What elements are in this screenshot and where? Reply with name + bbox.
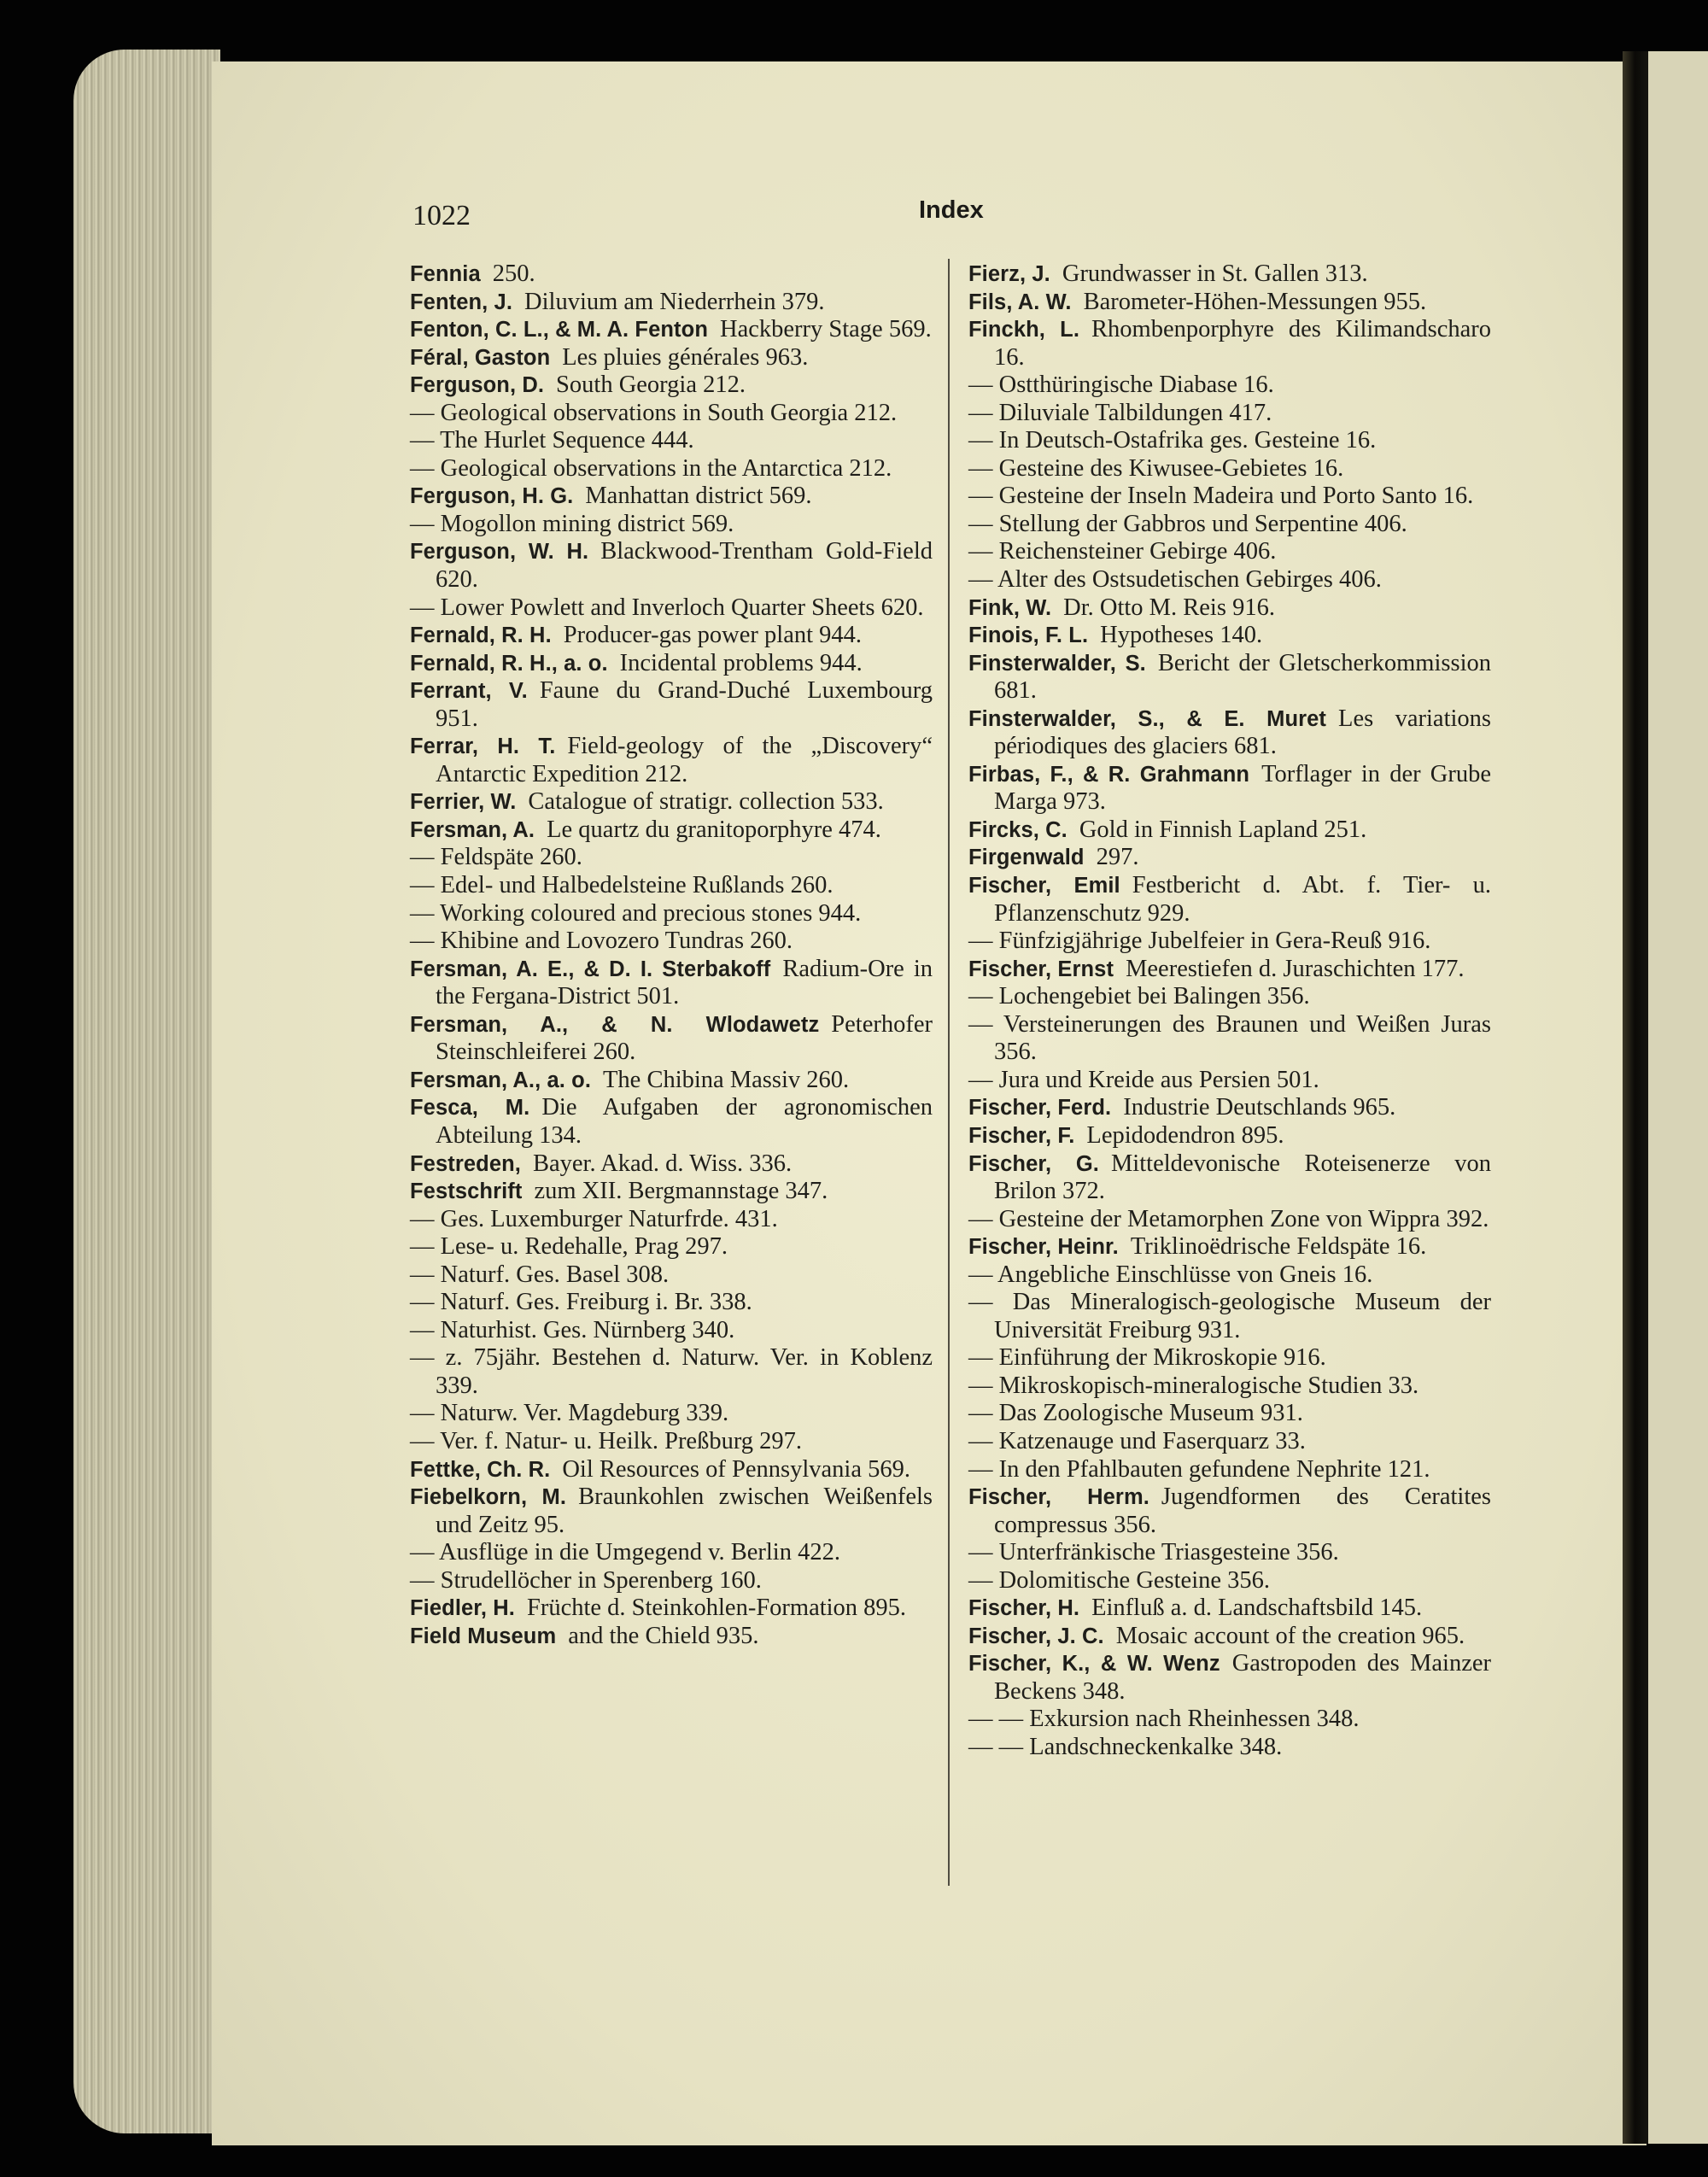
- index-entry: [410, 483, 933, 511]
- index-entry-text: Grundwasser in St. Gallen 313.: [1062, 260, 1368, 287]
- index-entry-name: Firgenwald: [968, 846, 1085, 870]
- index-entry-text: South Georgia 212.: [556, 372, 746, 399]
- index-entry-text: — z. 75jähr. Bestehen d. Naturw. Ver. in Koblenz 339.: [410, 1344, 933, 1399]
- index-entry-name: Fennia: [410, 262, 481, 286]
- index-entry: [410, 1094, 933, 1150]
- index-entry: [968, 594, 1491, 623]
- index-entry-name: Fischer, F.: [968, 1123, 1075, 1148]
- index-entry: [968, 1623, 1491, 1651]
- page-header: [412, 193, 1489, 244]
- index-entry: [968, 1595, 1491, 1623]
- index-entry-text: — In den Pfahlbauten gefundene Nephrite 121.: [968, 1455, 1430, 1483]
- index-entry-text: — Lochengebiet bei Balingen 356.: [968, 983, 1310, 1010]
- index-entry-text: — Strudellöcher in Sperenberg 160.: [410, 1566, 762, 1594]
- index-entry: [968, 622, 1491, 650]
- index-entry: [410, 427, 933, 455]
- index-entry-text: Blackwood-Trentham Gold-Field 620.: [436, 538, 933, 594]
- index-entry-text: Field-geology of the „Discovery“ Antarctic Expedition 212.: [436, 733, 933, 787]
- index-entry-text: Les pluies générales 963.: [562, 343, 809, 371]
- index-entry: [968, 1150, 1491, 1206]
- index-entry-text: Radium-Ore in the Fergana-District 501.: [436, 955, 933, 1010]
- index-entry-name: Ferrar, H. T.: [410, 734, 556, 759]
- index-entry: [410, 344, 933, 372]
- index-entry: [968, 538, 1491, 566]
- index-entry-text: Gold in Finnish Lapland 251.: [1079, 816, 1367, 843]
- index-entry-text: Diluvium am Niederrhein 379.: [524, 288, 825, 315]
- index-entry-text: 250.: [492, 260, 535, 287]
- index-entry-text: Lepidodendron 895.: [1086, 1121, 1284, 1149]
- index-entry-text: — Dolomitische Gesteine 356.: [968, 1566, 1271, 1594]
- index-entry-name: Fesca, M.: [410, 1096, 530, 1121]
- index-entry-name: Ferguson, W. H.: [410, 540, 589, 565]
- index-entry: [410, 538, 933, 594]
- index-entry-text: Mitteldevonische Roteisenerze von Brilon 372.: [994, 1150, 1491, 1205]
- index-column-right: [968, 260, 1491, 1762]
- index-entry-text: Früchte d. Steinkohlen-Formation 895.: [526, 1595, 907, 1622]
- index-column-left: [410, 260, 933, 1650]
- index-entry: [968, 928, 1491, 956]
- index-entry-text: — Mogollon mining district 569.: [410, 510, 734, 537]
- index-entry: [410, 928, 933, 956]
- index-entry-text: — Geological observations in the Antarctica 212.: [410, 454, 892, 482]
- index-entry-text: Peterhofer Steinschleiferei 260.: [436, 1010, 933, 1066]
- index-entry: [968, 1706, 1491, 1734]
- index-entry: [410, 594, 933, 623]
- index-entry-text: — Ges. Luxemburger Naturfrde. 431.: [410, 1205, 778, 1232]
- index-entry: [968, 289, 1491, 317]
- page-title: Index: [919, 196, 984, 224]
- index-entry-text: Incidental problems 944.: [619, 649, 863, 676]
- index-entry: [968, 1567, 1491, 1595]
- index-entry-text: — The Hurlet Sequence 444.: [410, 427, 694, 454]
- index-entry-name: Fircks, C.: [968, 817, 1068, 842]
- index-entry-text: Manhattan district 569.: [585, 483, 812, 510]
- index-entry: [968, 1372, 1491, 1401]
- index-entry-text: zum XII. Bergmannstage 347.: [534, 1178, 828, 1205]
- index-entry: [410, 372, 933, 400]
- index-entry-name: Fenten, J.: [410, 290, 513, 314]
- index-entry-text: — Naturhist. Ges. Nürnberg 340.: [410, 1316, 735, 1343]
- index-entry: [410, 650, 933, 678]
- index-entry-text: and the Chield 935.: [568, 1622, 759, 1649]
- index-entry-text: — Mikroskopisch-mineralogische Studien 33.: [968, 1372, 1419, 1399]
- index-entry-text: Producer-gas power plant 944.: [563, 622, 863, 649]
- index-entry-text: — Lese- u. Redehalle, Prag 297.: [410, 1233, 728, 1261]
- index-entry: [410, 1400, 933, 1428]
- index-entry: [968, 1261, 1491, 1290]
- index-entry-text: Mosaic account of the creation 965.: [1115, 1622, 1465, 1649]
- index-entry: [410, 872, 933, 900]
- index-entry-name: Finckh, L.: [968, 318, 1080, 342]
- index-entry-name: Fiebelkorn, M.: [410, 1485, 567, 1510]
- index-entry-name: Finsterwalder, S.: [968, 651, 1146, 676]
- index-entry-text: — Angebliche Einschlüsse von Gneis 16.: [968, 1261, 1373, 1288]
- index-entry-text: — Stellung der Gabbros und Serpentine 406.: [968, 510, 1407, 537]
- index-entry-text: — Unterfränkische Triasgesteine 356.: [968, 1539, 1339, 1566]
- index-entry-name: Fischer, Herm.: [968, 1485, 1149, 1510]
- index-entry: [968, 956, 1491, 984]
- index-entry: [968, 427, 1491, 455]
- index-entry: [968, 705, 1491, 761]
- index-entry-name: Fettke, Ch. R.: [410, 1457, 551, 1482]
- index-entry-text: — Gesteine des Kiwusee-Gebietes 16.: [968, 454, 1344, 482]
- index-entry: [968, 1067, 1491, 1095]
- index-entry: [968, 761, 1491, 816]
- index-entry-text: Meerestiefen d. Juraschichten 177.: [1126, 955, 1465, 982]
- index-entry-text: Industrie Deutschlands 965.: [1123, 1094, 1396, 1121]
- index-entry-text: — Naturw. Ver. Magdeburg 339.: [410, 1400, 729, 1427]
- index-entry: [968, 455, 1491, 483]
- index-entry-text: Le quartz du granitoporphyre 474.: [547, 816, 881, 843]
- index-entry: [410, 788, 933, 816]
- index-entry-text: Faune du Grand-Duché Luxembourg 951.: [436, 677, 933, 732]
- index-entry-name: Fernald, R. H., a. o.: [410, 651, 608, 676]
- index-entry-text: — Lower Powlett and Inverloch Quarter Sheets 620.: [410, 594, 924, 621]
- index-entry: [968, 1734, 1491, 1762]
- index-entry-text: — Alter des Ostsudetischen Gebirges 406.: [968, 566, 1382, 594]
- index-entry-name: Fersman, A. E., & D. I. Sterbakoff: [410, 957, 771, 981]
- index-entry-text: — Ostthüringische Diabase 16.: [968, 372, 1274, 399]
- index-entry-name: Fischer, H.: [968, 1596, 1080, 1621]
- index-entry: [968, 1344, 1491, 1372]
- index-entry: [968, 650, 1491, 705]
- index-entry: [968, 1484, 1491, 1539]
- index-entry-text: Einfluß a. d. Landschaftsbild 145.: [1091, 1595, 1423, 1622]
- index-entry: [410, 1428, 933, 1456]
- index-entry: [410, 1317, 933, 1345]
- index-entry: [410, 400, 933, 428]
- index-entry: [968, 1428, 1491, 1456]
- index-entry-text: — Versteinerungen des Braunen und Weißen Juras 356.: [968, 1010, 1491, 1066]
- index-entry-text: — Das Mineralogisch-geologische Museum der Universität Freiburg 931.: [968, 1289, 1491, 1343]
- index-entry-name: Fischer, K., & W. Wenz: [968, 1652, 1220, 1677]
- index-entry-text: Braunkohlen zwischen Weißenfels und Zeitz 95.: [436, 1484, 933, 1538]
- index-entry-name: Festschrift: [410, 1179, 523, 1204]
- index-entry-text: The Chibina Massiv 260.: [603, 1066, 850, 1093]
- index-entry: [968, 400, 1491, 428]
- index-entry-name: Fischer, Emil: [968, 874, 1120, 898]
- index-entry-name: Finois, F. L.: [968, 623, 1089, 648]
- index-entry: [968, 1650, 1491, 1706]
- index-entry-name: Féral, Gaston: [410, 345, 551, 370]
- index-entry-name: Fersman, A.: [410, 817, 535, 842]
- index-entry-name: Fernald, R. H.: [410, 623, 552, 648]
- index-entry-name: Fischer, Ferd.: [968, 1096, 1112, 1121]
- index-entry-text: — Ausflüge in die Umgegend v. Berlin 422.: [410, 1539, 840, 1566]
- index-entry-text: Hackberry Stage 569.: [720, 316, 932, 343]
- index-entry-name: Fersman, A., a. o.: [410, 1068, 592, 1092]
- index-entry: [968, 566, 1491, 594]
- index-entry: [410, 900, 933, 928]
- index-entry-text: Les variations périodiques des glaciers 681.: [994, 705, 1491, 760]
- index-entry-name: Fiedler, H.: [410, 1596, 515, 1621]
- index-entry: [410, 1150, 933, 1179]
- index-entry-name: Festreden,: [410, 1151, 521, 1176]
- index-entry-text: Barometer-Höhen-Messungen 955.: [1083, 288, 1427, 315]
- index-entry-name: Ferrier, W.: [410, 790, 517, 815]
- index-entry-name: Firbas, F., & R. Grahmann: [968, 762, 1250, 787]
- index-entry: [410, 816, 933, 845]
- index-entry: [968, 316, 1491, 372]
- index-entry: [410, 1011, 933, 1067]
- index-entry: [410, 1623, 933, 1651]
- index-entry-text: — Edel- und Halbedelsteine Rußlands 260.: [410, 872, 834, 899]
- index-entry-name: Ferguson, D.: [410, 373, 545, 398]
- index-entry-text: Bericht der Gletscherkommission 681.: [994, 649, 1491, 705]
- index-entry: [410, 622, 933, 650]
- index-entry-name: Fischer, J. C.: [968, 1624, 1104, 1648]
- index-entry-text: — Reichensteiner Gebirge 406.: [968, 538, 1277, 565]
- index-entry-text: — Geological observations in South Georgia 212.: [410, 399, 898, 426]
- index-entry: [410, 316, 933, 344]
- index-entry-text: Die Aufgaben der agronomischen Abteilung 134.: [436, 1094, 933, 1149]
- index-entry: [410, 1067, 933, 1095]
- index-entry: [968, 372, 1491, 400]
- index-entry: [968, 483, 1491, 511]
- index-entry: [968, 260, 1491, 289]
- index-entry-name: Fenton, C. L., & M. A. Fenton: [410, 318, 708, 342]
- index-entry: [410, 511, 933, 539]
- index-entry-text: — Gesteine der Inseln Madeira und Porto Santo 16.: [968, 483, 1474, 510]
- index-entry: [968, 1206, 1491, 1234]
- index-entry: [410, 1567, 933, 1595]
- index-entry: [968, 1289, 1491, 1344]
- index-entry-name: Ferrant, V.: [410, 679, 528, 704]
- index-entry: [968, 844, 1491, 872]
- index-entry-text: Jugendformen des Ceratites compressus 356.: [994, 1484, 1491, 1538]
- index-entry: [410, 260, 933, 289]
- index-entry: [968, 1539, 1491, 1567]
- index-entry: [410, 844, 933, 872]
- facing-page-edge: [1648, 51, 1708, 2144]
- index-entry-text: Gastropoden des Mainzer Beckens 348.: [994, 1650, 1491, 1705]
- index-entry-text: — Diluviale Talbildungen 417.: [968, 399, 1272, 426]
- index-entry-text: — Das Zoologische Museum 931.: [968, 1400, 1303, 1427]
- index-entry-name: Fischer, Ernst: [968, 957, 1114, 981]
- page-edges: [73, 50, 220, 2133]
- index-entry-text: Catalogue of stratigr. collection 533.: [528, 788, 884, 816]
- index-entry-name: Fierz, J.: [968, 262, 1050, 286]
- index-entry: [410, 956, 933, 1011]
- index-entry-name: Field Museum: [410, 1624, 557, 1648]
- index-entry-text: — In Deutsch-Ostafrika ges. Gesteine 16.: [968, 427, 1377, 454]
- index-entry: [968, 872, 1491, 928]
- index-entry-text: — Einführung der Mikroskopie 916.: [968, 1344, 1326, 1372]
- index-entry: [410, 455, 933, 483]
- index-entry: [410, 1344, 933, 1400]
- index-entry-text: Festbericht d. Abt. f. Tier- u. Pflanzenschutz 929.: [994, 872, 1491, 927]
- index-entry-name: Fink, W.: [968, 595, 1052, 620]
- index-entry: [410, 1233, 933, 1261]
- index-entry-text: — Gesteine der Metamorphen Zone von Wippra 392.: [968, 1205, 1489, 1232]
- index-entry-text: — Jura und Kreide aus Persien 501.: [968, 1066, 1319, 1093]
- index-entry: [968, 1456, 1491, 1484]
- index-entry-text: — — Landschneckenkalke 348.: [968, 1733, 1283, 1760]
- index-entry: [968, 1094, 1491, 1122]
- index-entry: [410, 1261, 933, 1290]
- index-entry-text: Oil Resources of Pennsylvania 569.: [562, 1455, 910, 1483]
- index-entry: [410, 1206, 933, 1234]
- index-entry: [968, 1233, 1491, 1261]
- index-entry: [968, 1122, 1491, 1150]
- index-entry-text: Rhombenporphyre des Kilimandscharo 16.: [994, 316, 1491, 371]
- index-entry: [410, 289, 933, 317]
- index-entry-text: — Feldspäte 260.: [410, 844, 582, 871]
- index-entry-text: Triklinoëdrische Feldspäte 16.: [1130, 1233, 1427, 1261]
- index-entry: [410, 733, 933, 788]
- index-entry: [410, 1539, 933, 1567]
- index-entry-name: Fischer, G.: [968, 1151, 1099, 1176]
- index-entry-name: Ferguson, H. G.: [410, 484, 574, 509]
- index-entry: [968, 983, 1491, 1011]
- index-entry-text: — — Exkursion nach Rheinhessen 348.: [968, 1706, 1360, 1733]
- index-entry-text: — Working coloured and precious stones 944.: [410, 899, 862, 927]
- index-entry: [410, 677, 933, 733]
- index-entry-text: Dr. Otto M. Reis 916.: [1063, 594, 1275, 621]
- index-entry-name: Finsterwalder, S., & E. Muret: [968, 706, 1327, 731]
- index-entry-text: Bayer. Akad. d. Wiss. 336.: [532, 1150, 793, 1177]
- index-entry-text: — Katzenauge und Faserquarz 33.: [968, 1427, 1306, 1454]
- column-divider: [948, 259, 950, 1886]
- index-entry-text: — Naturf. Ges. Basel 308.: [410, 1261, 670, 1288]
- index-entry: [410, 1289, 933, 1317]
- index-entry-text: Torflager in der Grube Marga 973.: [994, 760, 1492, 816]
- index-entry: [410, 1484, 933, 1539]
- index-entry: [410, 1456, 933, 1484]
- index-entry: [410, 1178, 933, 1206]
- index-entry-text: Hypotheses 140.: [1100, 622, 1263, 649]
- index-entry: [968, 816, 1491, 845]
- index-entry-name: Fersman, A., & N. Wlodawetz: [410, 1012, 820, 1037]
- index-entry: [410, 1595, 933, 1623]
- index-entry-text: 297.: [1096, 844, 1139, 871]
- index-entry: [968, 511, 1491, 539]
- page-number: 1022: [412, 200, 471, 231]
- index-entry-text: — Khibine and Lovozero Tundras 260.: [410, 928, 793, 955]
- index-entry: [968, 1400, 1491, 1428]
- index-entry-name: Fischer, Heinr.: [968, 1235, 1119, 1260]
- index-entry-text: — Naturf. Ges. Freiburg i. Br. 338.: [410, 1289, 752, 1316]
- index-entry-text: — Ver. f. Natur- u. Heilk. Preßburg 297.: [410, 1427, 803, 1454]
- index-entry-text: — Fünfzigjährige Jubelfeier in Gera-Reuß 916.: [968, 928, 1431, 955]
- index-entry: [968, 1011, 1491, 1067]
- index-entry-name: Fils, A. W.: [968, 290, 1072, 314]
